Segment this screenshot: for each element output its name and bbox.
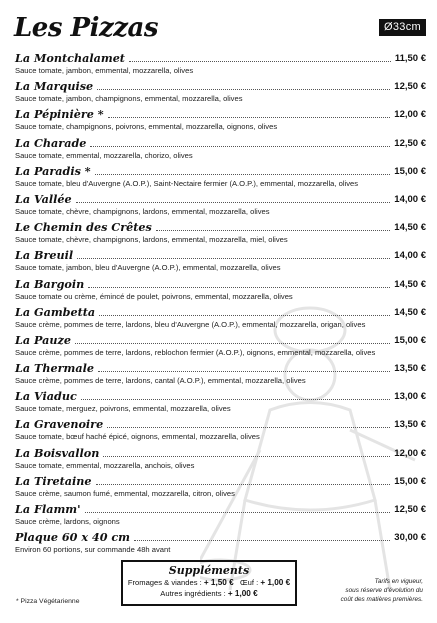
menu-item — [15, 78, 426, 106]
pizza-name: La Boisvallon — [15, 445, 100, 460]
menu-item-row — [15, 473, 426, 488]
dot-leader — [95, 174, 391, 175]
menu-item-row — [15, 163, 426, 178]
pizza-description: Environ 60 portions, sur commande 48h avant — [15, 545, 171, 555]
pizza-name: La Pauze — [15, 332, 71, 347]
egg-price: + 1,00 € — [260, 578, 291, 587]
pizza-price: 15,00 € — [394, 334, 426, 346]
pizza-name: La Marquise — [15, 79, 94, 94]
supplements-box — [121, 560, 297, 606]
pizza-description: Sauce tomate ou crème, émincé de poulet, poivrons, emmental, mozzarella, olives — [15, 291, 293, 301]
pizza-name: La Tiretaine — [15, 473, 92, 488]
pizza-description: Sauce tomate, emmental, mozzarella, chorizo, olives — [15, 150, 193, 160]
menu-item-row — [15, 78, 426, 93]
menu-item-row — [15, 106, 426, 121]
menu-item — [15, 416, 426, 444]
pizza-price: 12,50 € — [394, 504, 426, 515]
others-label: Autres ingrédients : — [160, 589, 226, 598]
menu-item-row — [15, 501, 426, 516]
menu-item-row — [15, 529, 426, 544]
pizza-price: 15,00 € — [394, 475, 426, 487]
pizza-name: La Thermale — [15, 361, 94, 376]
pizza-price: 14,00 € — [394, 250, 426, 262]
pizza-price: 14,50 € — [394, 278, 426, 290]
menu-item — [15, 50, 426, 78]
pizza-description: Sauce crème, lardons, oignons — [15, 517, 120, 526]
dot-leader — [99, 315, 390, 316]
price-notice-line-2: sous réserve d'évolution du — [345, 587, 423, 594]
menu-item-row — [15, 135, 426, 150]
pizza-description: Sauce tomate, merguez, poivrons, emmental, mozzarella, olives — [15, 404, 231, 414]
menu-item — [15, 106, 426, 134]
pizza-price: 30,00 € — [394, 532, 426, 544]
pizza-name: La Vallée — [15, 191, 72, 206]
menu-item-row — [15, 332, 426, 347]
pizza-name: Plaque 60 x 40 cm — [15, 530, 131, 545]
menu-item — [15, 501, 426, 529]
pizza-price: 11,50 € — [394, 53, 426, 64]
menu-item — [15, 304, 426, 332]
others-price: + 1,00 € — [227, 589, 258, 598]
dot-leader — [107, 427, 390, 428]
pizza-price: 12,50 € — [394, 81, 426, 93]
size-badge: Ø33cm — [379, 19, 426, 36]
pizza-description: Sauce tomate, chèvre, champignons, lardons, emmental, mozzarella, miel, olives — [15, 235, 288, 245]
dot-leader — [85, 512, 391, 513]
menu-item-row — [15, 219, 426, 234]
menu-item — [15, 529, 426, 557]
dot-leader — [76, 202, 391, 203]
pizza-description: Sauce crème, saumon fumé, emmental, mozzarella, citron, olives — [15, 488, 235, 498]
menu-header — [14, 12, 426, 44]
menu-item — [15, 388, 426, 416]
pizza-description: Sauce tomate, champignons, poivrons, emmental, mozzarella, oignons, olives — [15, 122, 278, 132]
pizza-description: Sauce crème, pommes de terre, lardons, cantal (A.O.P.), emmental, mozzarella, olives — [15, 376, 306, 386]
pizza-name: La Breuil — [15, 248, 74, 263]
dot-leader — [156, 230, 391, 231]
dot-leader — [81, 399, 391, 400]
pizza-name: La Viaduc — [15, 389, 77, 404]
dot-leader — [134, 540, 390, 541]
menu-item — [15, 276, 426, 304]
pizza-price: 12,50 € — [394, 137, 426, 149]
price-notice — [313, 577, 423, 604]
dot-leader — [96, 484, 391, 485]
supplements-line-1 — [123, 577, 295, 588]
dot-leader — [103, 456, 390, 457]
pizza-price: 13,50 € — [394, 419, 426, 431]
menu-item-row — [15, 191, 426, 206]
pizza-price: 13,00 € — [394, 391, 426, 403]
pizza-price: 12,00 € — [394, 447, 426, 459]
menu-item-row — [15, 445, 426, 460]
menu-item — [15, 135, 426, 163]
pizza-price: 12,00 € — [394, 109, 426, 121]
pizza-name: La Bargoin — [15, 276, 85, 291]
menu-item-row — [15, 360, 426, 375]
dot-leader — [90, 146, 390, 147]
supplements-title: Suppléments — [168, 564, 250, 577]
dot-leader — [129, 61, 391, 62]
vegetarian-footnote: * Pizza Végétarienne — [16, 598, 80, 605]
pizza-description: Sauce tomate, bœuf haché épicé, oignons, emmental, mozzarella, olives — [15, 432, 260, 442]
pizza-name: La Gravenoire — [15, 417, 104, 432]
pizza-description: Sauce tomate, jambon, bleu d'Auvergne (A.O.P.), emmental, mozzarella, olives — [15, 263, 281, 273]
menu-item — [15, 360, 426, 388]
pizza-name: La Flamm' — [15, 502, 81, 516]
menu-item — [15, 163, 426, 191]
dot-leader — [88, 287, 390, 288]
menu-item-row — [15, 416, 426, 431]
menu-item-row — [15, 388, 426, 403]
price-notice-line-1: Tarifs en vigueur, — [374, 578, 423, 585]
menu-item — [15, 445, 426, 473]
pizza-description: Sauce tomate, jambon, emmental, mozzarella, olives — [15, 66, 194, 75]
menu-item — [15, 473, 426, 501]
pizza-description: Sauce tomate, bleu d'Auvergne (A.O.P.), Saint-Nectaire fermier (A.O.P.), emmental, mozzarella, olives — [15, 178, 359, 188]
pizza-name: La Gambetta — [15, 304, 96, 319]
meats-label: Fromages & viandes : — [127, 578, 202, 587]
dot-leader — [108, 117, 391, 118]
menu-item-row — [15, 276, 426, 291]
menu-item — [15, 332, 426, 360]
menu-item — [15, 247, 426, 275]
menu-item — [15, 191, 426, 219]
pizza-price: 13,50 € — [394, 363, 426, 375]
egg-label: Œuf : — [240, 578, 259, 587]
menu-item-row — [15, 50, 426, 65]
dot-leader — [77, 258, 390, 259]
pizza-price: 14,50 € — [394, 306, 426, 318]
dot-leader — [98, 371, 390, 372]
pizza-name: La Charade — [15, 135, 87, 150]
dot-leader — [97, 89, 390, 90]
page-title: Les Pizzas — [14, 13, 158, 43]
pizza-list — [15, 50, 426, 557]
pizza-price: 14,00 € — [394, 193, 426, 205]
dot-leader — [75, 343, 390, 344]
pizza-price: 14,50 € — [394, 222, 426, 234]
pizza-name: La Pépinière * — [15, 107, 104, 122]
pizza-price: 15,00 € — [394, 165, 426, 177]
price-notice-line-3: coût des matières premières. — [340, 596, 423, 603]
pizza-name: La Montchalamet — [15, 51, 125, 65]
pizza-description: Sauce crème, pommes de terre, lardons, reblochon fermier (A.O.P.), oignons, emmental, mozzarella, olives — [15, 347, 376, 357]
pizza-name: Le Chemin des Crêtes — [15, 220, 152, 235]
menu-item-row — [15, 247, 426, 262]
menu-item — [15, 219, 426, 247]
pizza-description: Sauce crème, pommes de terre, lardons, bleu d'Auvergne (A.O.P.), emmental, mozzarella, origan, olives — [15, 319, 366, 329]
pizza-description: Sauce tomate, jambon, champignons, emmental, mozzarella, olives — [15, 94, 243, 104]
pizza-description: Sauce tomate, chèvre, champignons, lardons, emmental, mozzarella, olives — [15, 206, 270, 216]
pizza-description: Sauce tomate, emmental, mozzarella, anchois, olives — [15, 460, 195, 470]
pizza-name: La Paradis * — [15, 163, 91, 178]
supplements-line-2 — [123, 588, 295, 599]
meats-price: + 1,50 € — [203, 578, 234, 587]
menu-item-row — [15, 304, 426, 319]
